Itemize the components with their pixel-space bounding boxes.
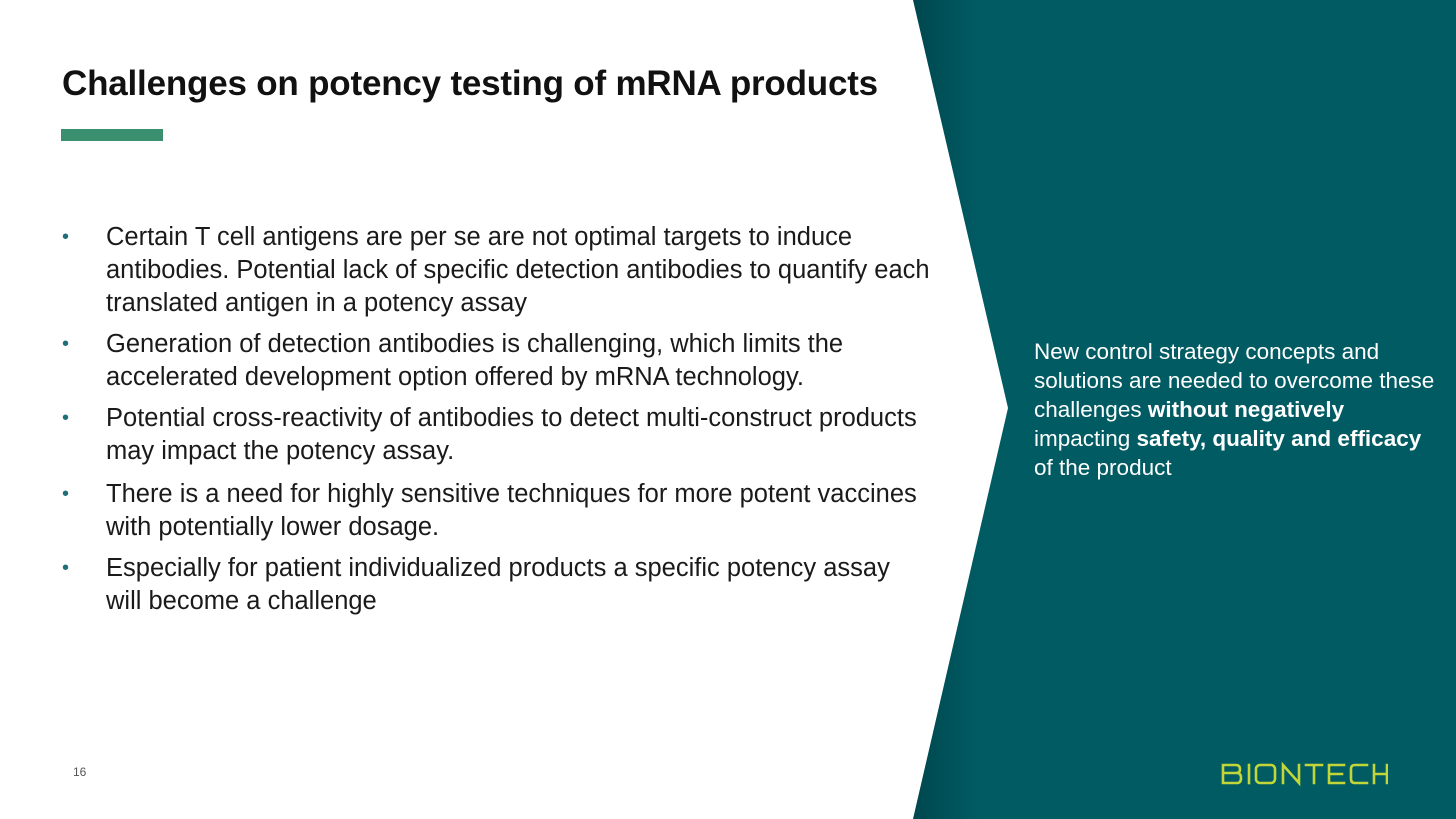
bullet-text: There is a need for highly sensitive techniques for more potent vaccines with potentially lower dosage.: [106, 480, 917, 541]
bullet-text: Certain T cell antigens are per se are not optimal targets to induce antibodies. Potential lack of specific detection antibodies to quantify each translated antigen in a potency assay: [106, 223, 930, 317]
bullet-item: [62, 402, 932, 468]
bullet-item: [62, 552, 932, 618]
bullet-item: [62, 221, 932, 320]
callout-bold-text: without negatively: [1147, 397, 1345, 422]
bullet-dot-icon: •: [62, 557, 70, 579]
callout-text-part: New control strategy concepts and solutions are needed to overcome these challenges: [1034, 339, 1435, 422]
bullet-dot-icon: •: [62, 333, 70, 355]
bullet-dot-icon: •: [62, 226, 70, 248]
bullet-dot-icon: •: [62, 483, 70, 505]
bullet-text: Especially for patient individualized products a specific potency assay will become a challenge: [106, 554, 890, 615]
callout-text-part: of the product: [1034, 455, 1172, 480]
biontech-logo: [1220, 760, 1388, 788]
bullet-dot-icon: •: [62, 407, 70, 429]
page-number: 16: [73, 765, 87, 779]
bullet-text: Generation of detection antibodies is challenging, which limits the accelerated development option offered by mRNA technology.: [106, 330, 844, 391]
callout-text-part: impacting: [1034, 426, 1137, 451]
title-accent-bar: [61, 129, 163, 141]
callout-text: [1034, 337, 1439, 482]
bullet-list: [62, 221, 932, 626]
bullet-item: [62, 478, 932, 544]
slide-title: Challenges on potency testing of mRNA products: [62, 64, 878, 103]
bullet-item: [62, 328, 932, 394]
bullet-text: Potential cross-reactivity of antibodies to detect multi-construct products may impact the potency assay.: [106, 404, 917, 465]
callout-bold-text: safety, quality and efficacy: [1136, 426, 1422, 451]
